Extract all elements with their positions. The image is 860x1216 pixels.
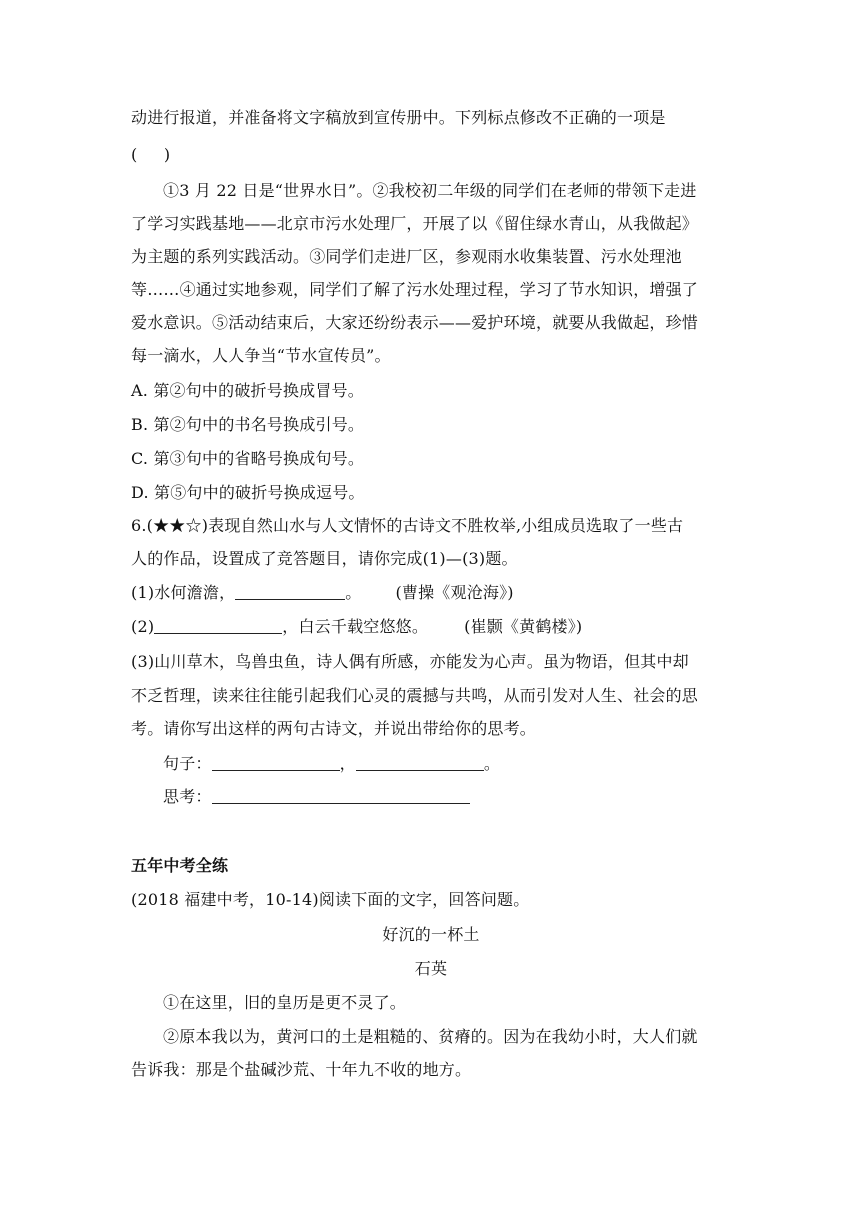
- q6-item3-line: 不乏哲理，读来往往能引起我们心灵的震撼与共鸣，从而引发对人生、社会的思: [131, 686, 699, 705]
- q6-item2: [131, 616, 582, 638]
- q6-item3-line: (3)山川草木，鸟兽虫鱼，诗人偶有所感，亦能发为心声。虽为物语，但其中却: [131, 652, 689, 671]
- q6-sentence-label: 句子：: [163, 754, 212, 773]
- q6-item1-blank[interactable]: [235, 583, 345, 600]
- q5-answer-parentheses: ( ): [131, 145, 171, 164]
- q6-thinking-blank[interactable]: [212, 787, 470, 804]
- q6-item1-source: (曹操《观沧海》): [395, 583, 514, 602]
- q6-stem-line1: 6.(★★☆)表现自然山水与人文情怀的古诗文不胜枚举,小组成员选取了一些古: [131, 516, 684, 535]
- article-paragraph: ②原本我以为，黄河口的土是粗糙的、贫瘠的。因为在我幼小时，大人们就: [163, 1027, 698, 1046]
- article-author: 石英: [414, 959, 448, 978]
- q5-option-a: A. 第②句中的破折号换成冒号。: [131, 381, 364, 400]
- q5-passage-line: 了学习实践基地——北京市污水处理厂，开展了以《留住绿水青山，从我做起》: [131, 214, 699, 233]
- q6-item1-prefix: (1)水何澹澹，: [131, 583, 236, 602]
- q6-item2-source: (崔颢《黄鹤楼》): [464, 617, 583, 636]
- q6-sentence-end: 。: [483, 754, 501, 773]
- section-heading: 五年中考全练: [131, 856, 229, 875]
- q5-option-d: D. 第⑤句中的破折号换成逗号。: [131, 483, 365, 502]
- q6-sentence-row: [163, 753, 500, 775]
- q6-thinking-row: [163, 786, 470, 808]
- q5-passage-line: ①3 月 22 日是“世界水日”。②我校初二年级的同学们在老师的带领下走进: [163, 181, 697, 200]
- article-title: 好沉的一杯土: [382, 925, 480, 944]
- q6-item1-suffix: 。: [345, 583, 362, 602]
- q5-passage-line: 等……④通过实地参观，同学们了解了污水处理过程，学习了节水知识，增强了: [131, 280, 699, 299]
- q5-option-b: B. 第②句中的书名号换成引号。: [131, 415, 365, 434]
- q6-item2-prefix: (2): [131, 617, 155, 636]
- q5-passage-line: 爱水意识。⑤活动结束后，大家还纷纷表示——爱护环境，就要从我做起，珍惜: [131, 313, 699, 332]
- q6-item2-blank[interactable]: [154, 617, 282, 634]
- q6-thinking-label: 思考：: [163, 787, 212, 806]
- article-paragraph: ①在这里，旧的皇历是更不灵了。: [163, 993, 407, 1012]
- q6-item3-line: 考。请你写出这样的两句古诗文，并说出带给你的思考。: [131, 719, 537, 738]
- q5-option-c: C. 第③句中的省略号换成句号。: [131, 449, 365, 468]
- q6-sentence-comma: ，: [339, 754, 356, 773]
- section-source-line: (2018 福建中考，10-14)阅读下面的文字，回答问题。: [131, 890, 530, 909]
- document-page: [131, 0, 731, 1216]
- article-paragraph-continued: 告诉我：那是个盐碱沙荒、十年九不收的地方。: [131, 1060, 472, 1079]
- q6-sentence-blank-2[interactable]: [356, 754, 484, 771]
- q5-passage-line: 每一滴水，人人争当“节水宣传员”。: [131, 346, 391, 365]
- q5-stem-line1: 动进行报道，并准备将文字稿放到宣传册中。下列标点修改不正确的一项是: [131, 108, 666, 127]
- q6-sentence-blank-1[interactable]: [212, 754, 340, 771]
- q6-item1: [131, 582, 514, 604]
- q6-stem-line2: 人的作品，设置成了竞答题目，请你完成(1)—(3)题。: [131, 549, 518, 568]
- q6-item2-suffix: ，白云千载空悠悠。: [282, 617, 429, 636]
- q5-passage-line: 为主题的系列实践活动。③同学们走进厂区，参观雨水收集装置、污水处理池: [131, 247, 682, 266]
